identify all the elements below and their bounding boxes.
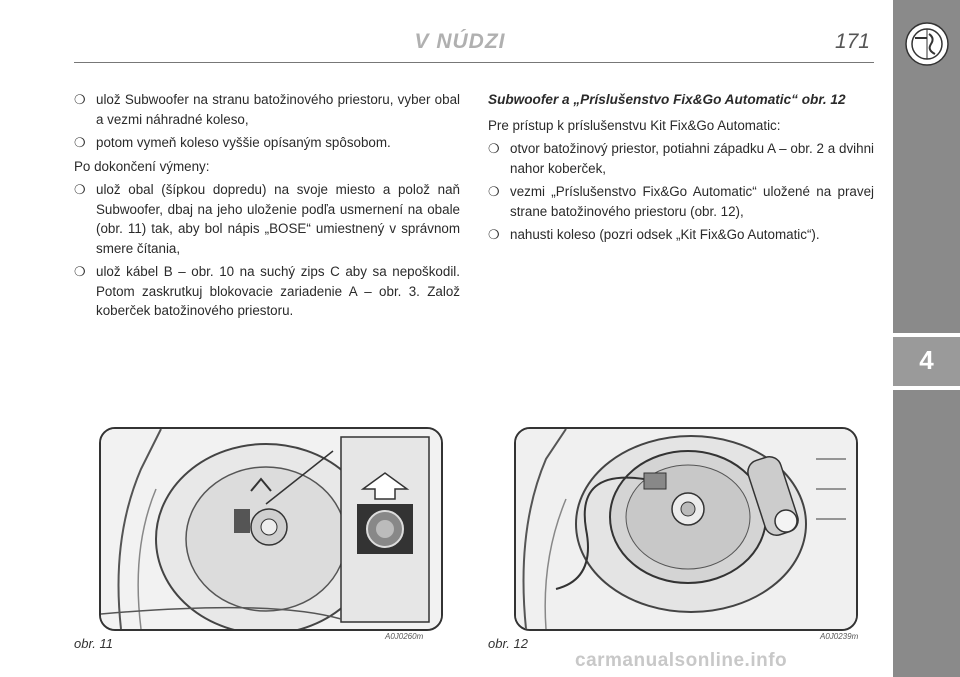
bullet-mark: ❍ (74, 92, 86, 107)
list-item (74, 262, 460, 321)
list-item (74, 90, 460, 129)
header-rule (74, 62, 874, 63)
subwoofer-fixgo-illustration (516, 429, 856, 629)
page-title: V NÚDZI (414, 30, 506, 53)
subwoofer-in-trunk-illustration (101, 429, 441, 629)
list-item-text: ulož Subwoofer na stranu batožinového priestoru, vyber obal a vezmi náhradné koleso, (96, 92, 460, 127)
list-item-text: ulož kábel B – obr. 10 na suchý zips C aby sa nepoškodil. Potom zaskrutkuj blokovacie zariadenie A – obr. 3. Založ koberček batožinového priestoru. (96, 264, 460, 318)
list-item (488, 182, 874, 221)
bullet-mark: ❍ (74, 135, 86, 150)
figure-code: A0J0239m (820, 632, 859, 641)
list-item (74, 133, 460, 153)
figure-caption: obr. 11 (74, 636, 114, 651)
list-item-text: otvor batožinový priestor, potiahni západku A – obr. 2 a dvihni nahor koberček, (510, 141, 874, 176)
figure-caption: obr. 12 (488, 636, 528, 651)
paragraph: Po dokončení výmeny: (74, 158, 210, 174)
left-column (74, 90, 460, 325)
list-item-text: potom vymeň koleso vyššie opísaným spôsobom. (96, 135, 391, 150)
list-item (74, 180, 460, 258)
bullet-mark: ❍ (488, 184, 500, 199)
watermark: carmanualsonline.info (575, 650, 788, 671)
chapter-number: 4 (919, 345, 934, 375)
paragraph: Pre prístup k príslušenstvu Kit Fix&Go Automatic: (488, 117, 781, 133)
figure-11-illustration (99, 427, 443, 631)
figure-code: A0J0260m (385, 632, 424, 641)
right-column (488, 90, 874, 249)
bullet-mark: ❍ (488, 141, 500, 156)
figure-12-illustration (514, 427, 858, 631)
list-item-text: ulož obal (šípkou dopredu) na svoje miesto a polož naň Subwoofer, dbaj na jeho uloženie podľa usmernení na obale (obr. 11) tak, aby bol nápis „BOSE“ umiestnený v správnom smere čítania, (96, 182, 460, 256)
alfa-romeo-logo-icon (905, 22, 949, 66)
side-tab-bottom (893, 390, 960, 677)
bullet-mark: ❍ (74, 182, 86, 197)
bullet-mark: ❍ (488, 227, 500, 242)
section-heading: Subwoofer a „Príslušenstvo Fix&Go Automatic“ obr. 12 (488, 92, 846, 107)
list-item (488, 139, 874, 178)
list-item-text: nahusti koleso (pozri odsek „Kit Fix&Go Automatic“). (510, 227, 820, 242)
page-number: 171 (834, 30, 870, 53)
bullet-mark: ❍ (74, 264, 86, 279)
list-item-text: vezmi „Príslušenstvo Fix&Go Automatic“ uložené na pravej strane batožinového priestoru (obr. 12), (510, 184, 874, 219)
list-item (488, 225, 874, 245)
